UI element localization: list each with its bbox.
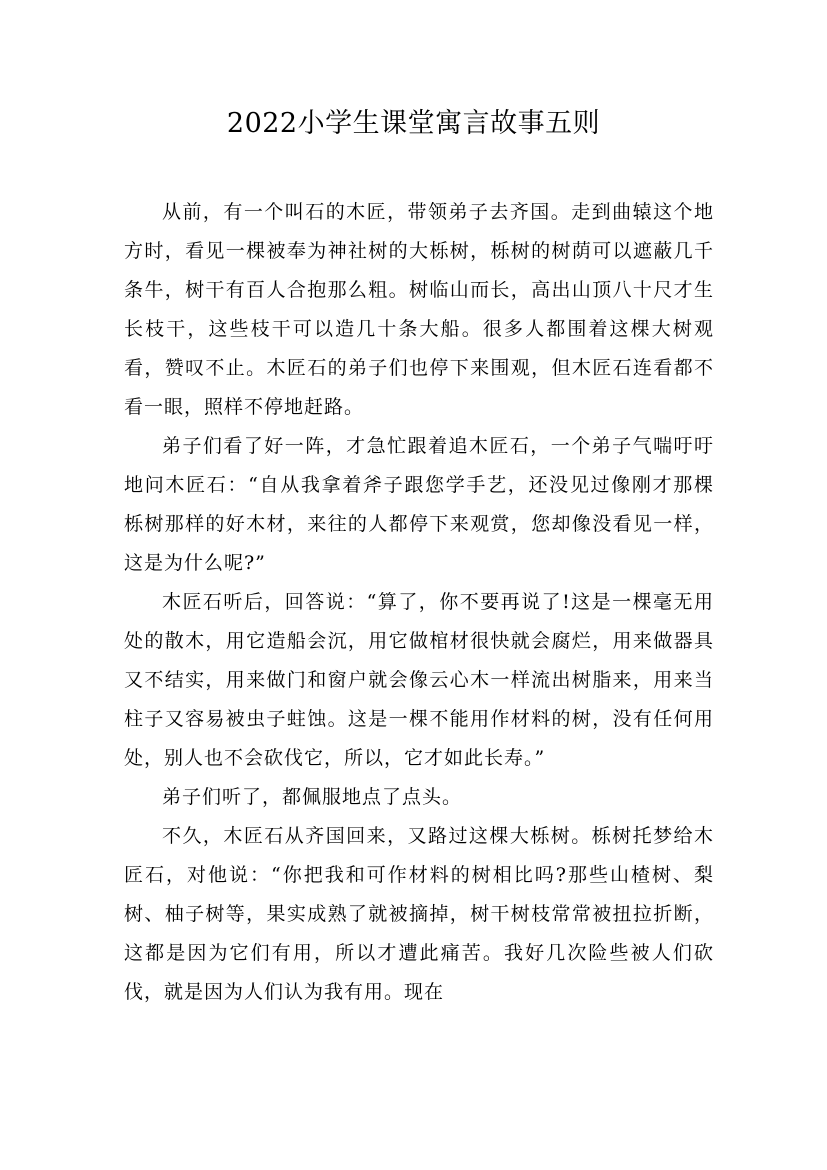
paragraph-2: 弟子们看了好一阵，才急忙跟着追木匠石，一个弟子气喘吁吁地问木匠石：“自从我拿着斧子跟您学手艺，还没见过像刚才那棵栎树那样的好木材，来往的人都停下来观赏，您却像没看见一样，这是为什么呢?” (124, 435, 714, 574)
document-title: 2022小学生课堂寓言故事五则 (226, 108, 601, 139)
paragraph-3: 木匠石听后，回答说：“算了，你不要再说了!这是一棵毫无用处的散木，用它造船会沉，用它做棺材很快就会腐烂，用来做器具又不结实，用来做门和窗户就会像云心木一样流出树脂来，用来当柱子又容易被虫子蛀蚀。这是一棵不能用作材料的树，没有任何用处，别人也不会砍伐它，所以，它才如此长寿。” (124, 591, 714, 769)
paragraph-1: 从前，有一个叫石的木匠，带领弟子去齐国。走到曲辕这个地方时，看见一棵被奉为神社树的大栎树，栎树的树荫可以遮蔽几千条牛，树干有百人合抱那么粗。树临山而长，高出山顶八十尺才生长枝干，这些枝干可以造几十条大船。很多人都围着这棵大树观看，赞叹不止。木匠石的弟子们也停下来围观，但木匠石连看都不看一眼，照样不停地赶路。 (124, 201, 714, 418)
paragraph-4: 弟子们听了，都佩服地点了点头。 (162, 786, 463, 808)
paragraph-5: 不久，木匠石从齐国回来，又路过这棵大栎树。栎树托梦给木匠石，对他说：“你把我和可作材料的树相比吗?那些山楂树、梨树、柚子树等，果实成熟了就被摘掉，树干树枝常常被扭拉折断，这都是因为它们有用，所以才遭此痛苦。我好几次险些被人们砍伐，就是因为人们认为我有用。现在 (124, 825, 714, 1003)
document-body (124, 193, 714, 1012)
